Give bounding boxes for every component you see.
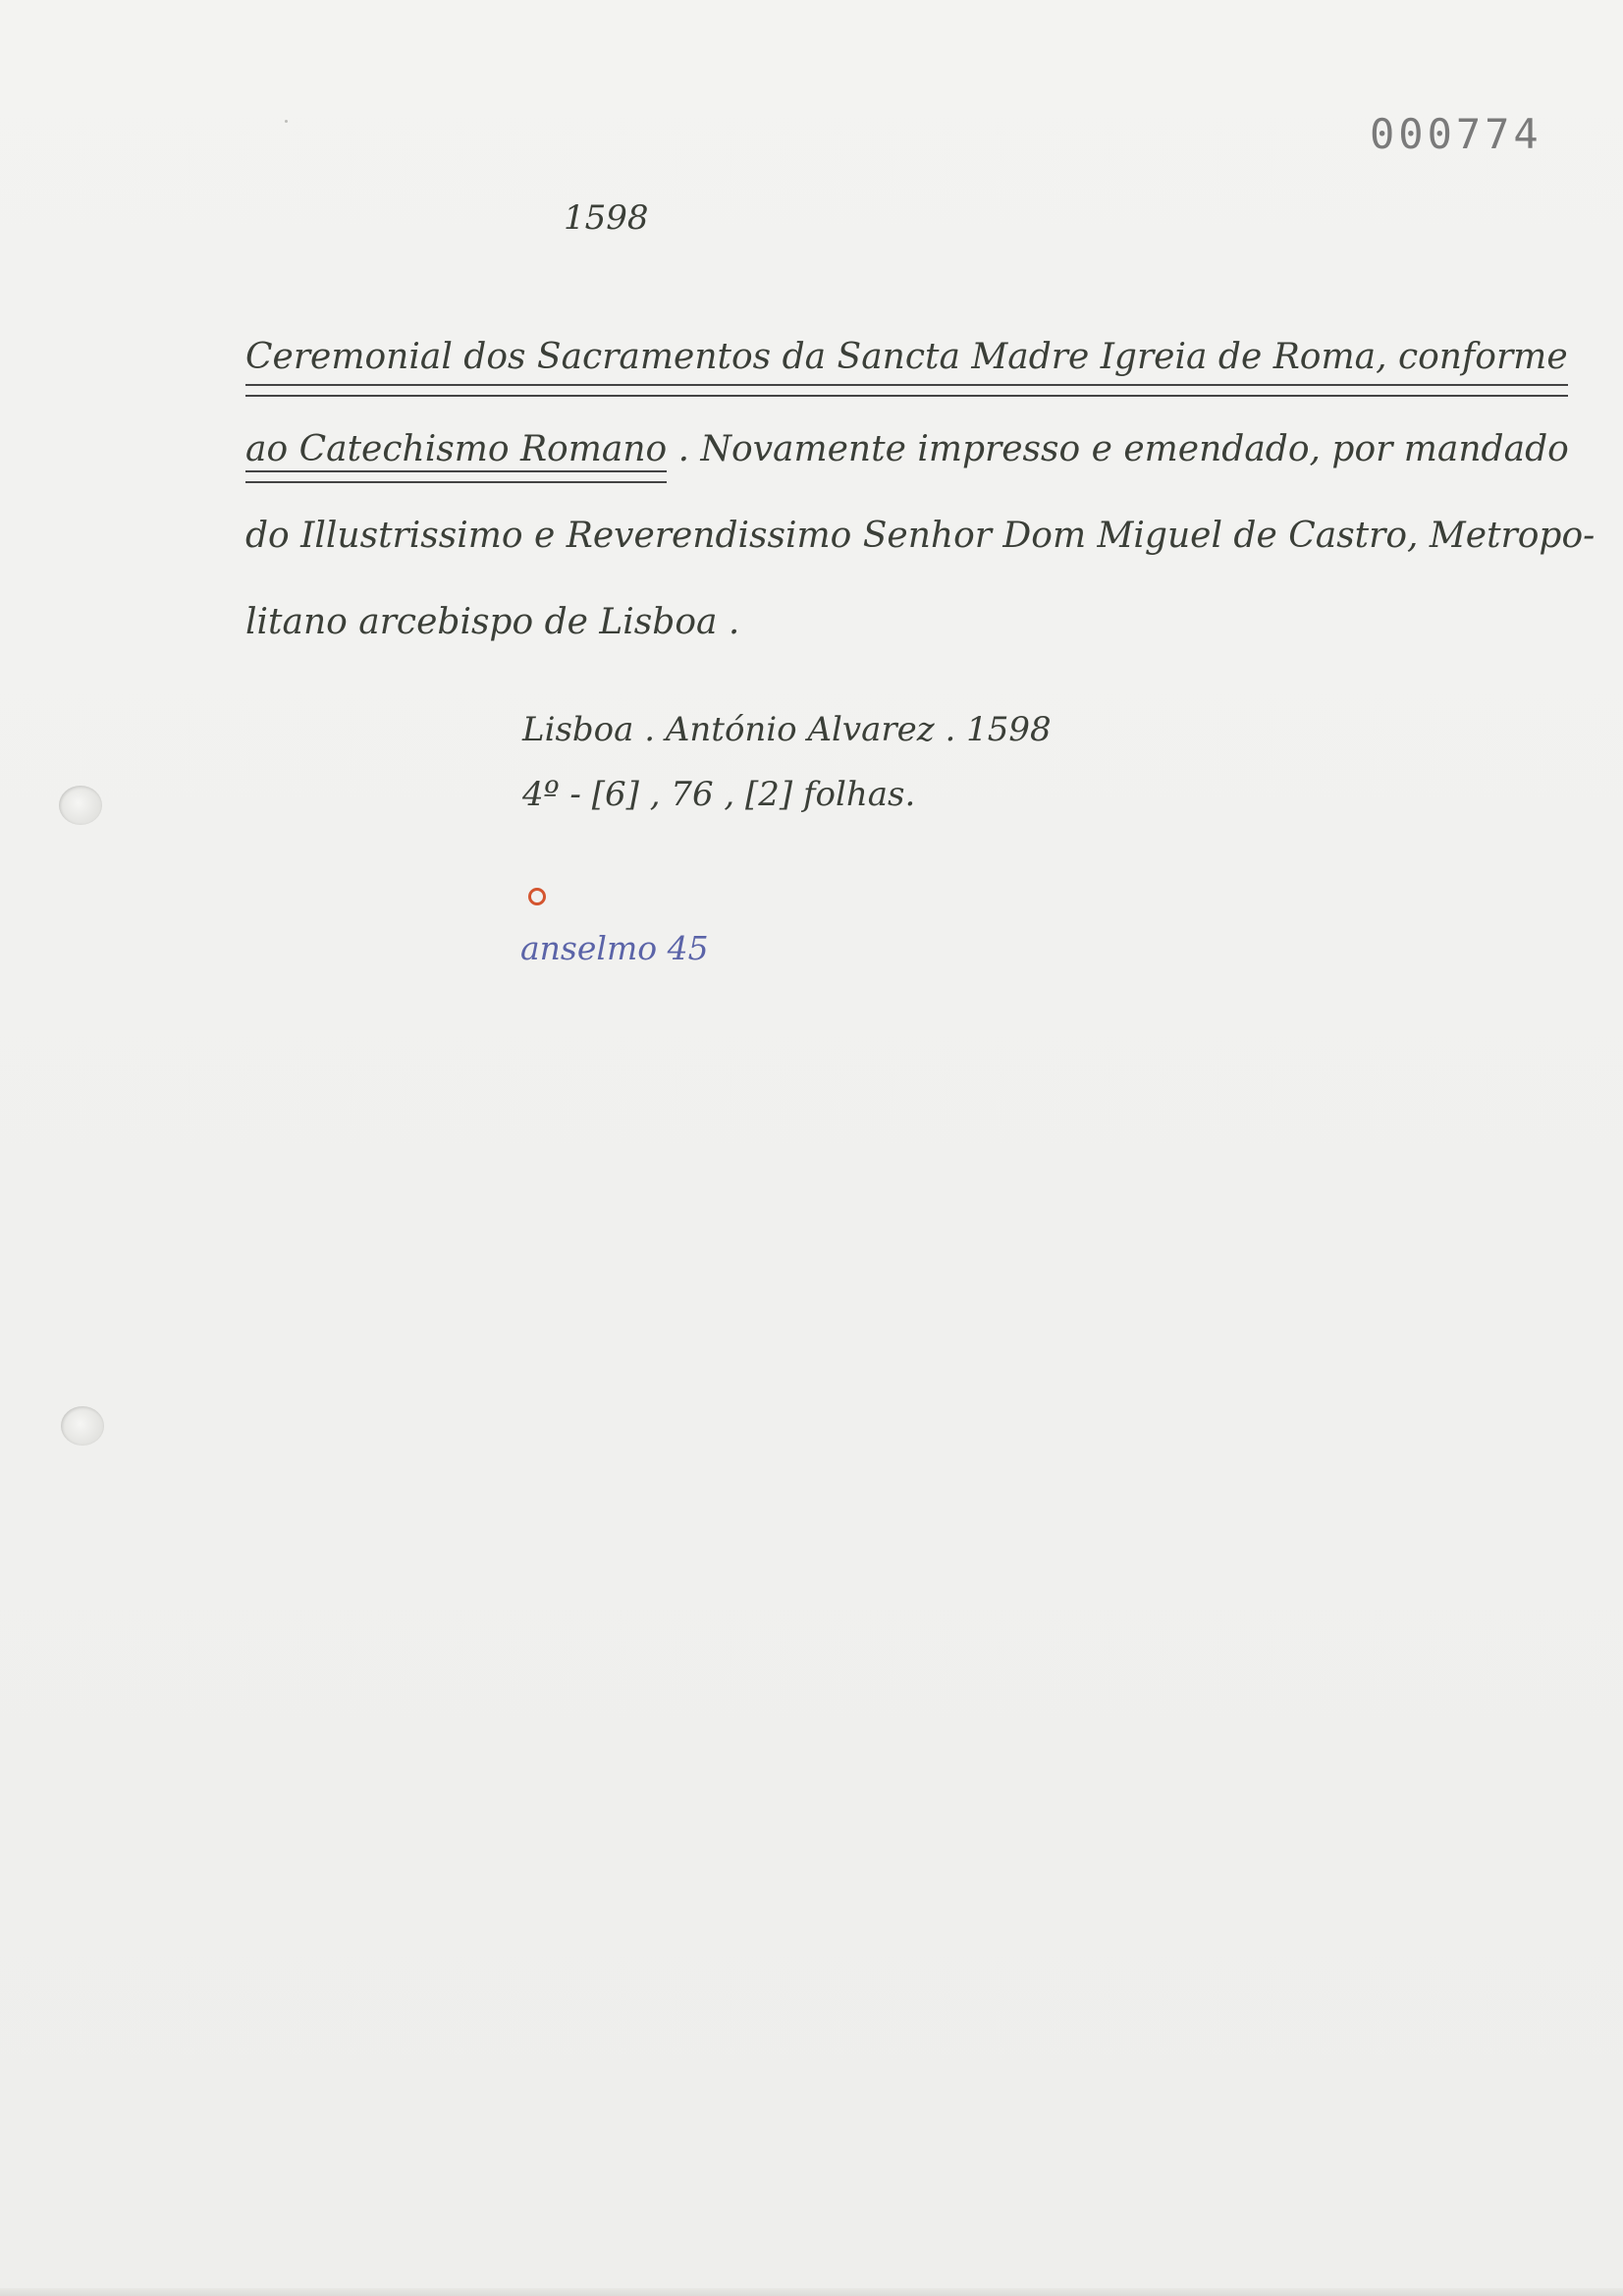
bibliographic-reference: anselmo 45 (520, 929, 709, 967)
imprint (522, 697, 1052, 827)
title-line-3: do Illustrissimo e Reverendissimo Senhor Dom Miguel de Castro, Metropo- (245, 516, 1596, 556)
paper-speck (285, 120, 288, 123)
card-bottom-edge (0, 2288, 1623, 2296)
title-line-4: litano arcebispo de Lisboa . (245, 602, 740, 642)
title-line-2-underlined: ao Catechismo Romano (245, 407, 667, 493)
punch-hole-top (59, 786, 102, 825)
book-title (245, 314, 1596, 666)
card-year: 1598 (564, 198, 649, 238)
title-line-2 (245, 407, 1569, 493)
imprint-collation: 4º - [6] , 76 , [2] folhas. (522, 775, 916, 814)
imprint-place-printer-year: Lisboa . António Alvarez . 1598 (522, 710, 1052, 749)
title-line-1 (245, 314, 1568, 407)
punch-hole-bottom (61, 1406, 104, 1446)
title-line-1-text: Ceremonial dos Sacramentos da Sancta Madre Igreia de Roma, conforme (245, 314, 1568, 407)
title-line-2-rest: . Novamente impresso e emendado, por mandado (667, 429, 1569, 469)
circle-marker-icon (528, 888, 546, 905)
record-number: 000774 (1370, 110, 1542, 158)
